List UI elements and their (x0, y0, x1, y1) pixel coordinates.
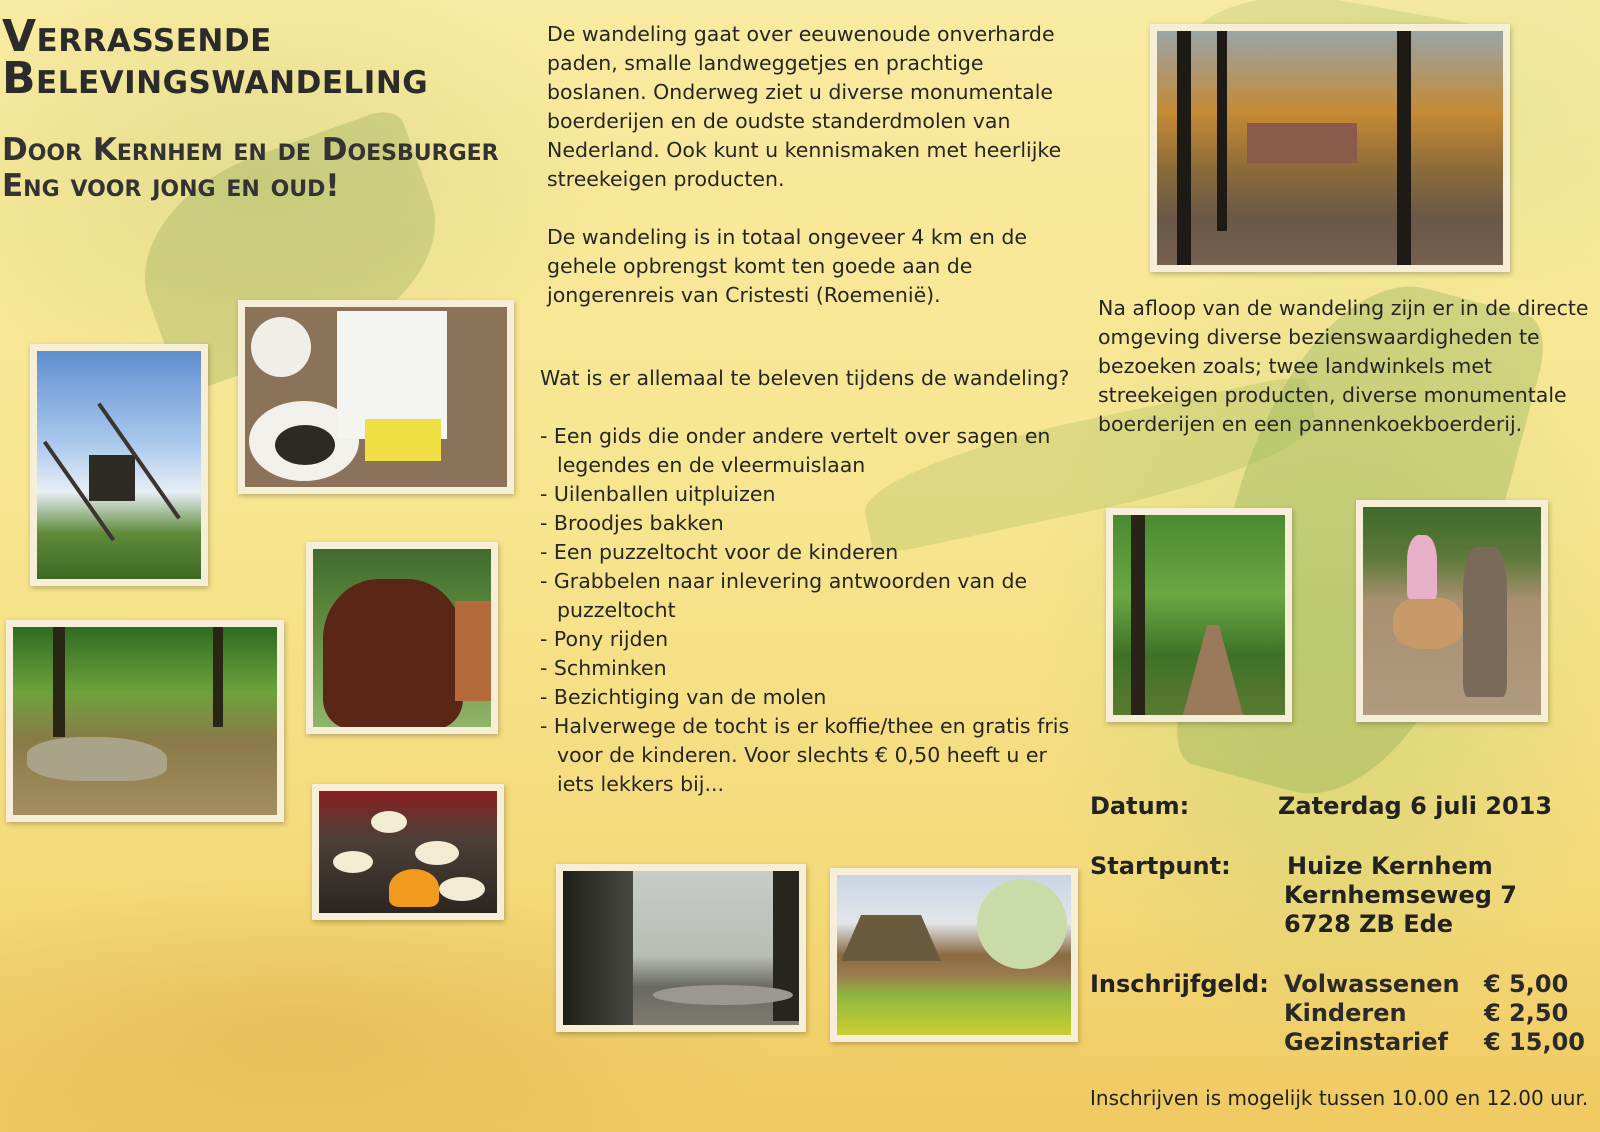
intro-paragraph-1: De wandeling gaat over eeuwenoude onverharde paden, smalle landweggetjes en prachtige boslanen. Onderweg ziet u diverse monumentale boerderijen en de oudste standerdmolen van Nederland. Ook kunt u kennismaken met heerlijke streekeigen producten. (547, 22, 1062, 191)
start-line-3: 6728 ZB Ede (1284, 910, 1454, 938)
date-value: Zaterdag 6 juli 2013 (1278, 792, 1553, 820)
fee-row (1284, 999, 1589, 1028)
start-line-1: Huize Kernhem (1287, 852, 1493, 880)
date-label: Datum: (1090, 792, 1190, 820)
list-item: - Halverwege de tocht is er koffie/thee en gratis fris voor de kinderen. Voor slechts € 0,50 heeft u er iets lekkers bij... (540, 714, 1070, 796)
list-item: - Een puzzeltocht voor de kinderen (540, 540, 899, 564)
fee-name: Gezinstarief (1284, 1028, 1448, 1056)
fee-amount: € 5,00 (1484, 970, 1569, 998)
fee-name: Kinderen (1284, 999, 1407, 1027)
photo-owl-pellets (238, 300, 514, 494)
title-line-1: Verrassende (2, 11, 272, 62)
fee-label: Inschrijfgeld: (1090, 970, 1269, 998)
photo-estate-lane (1150, 24, 1510, 272)
list-item: - Bezichtiging van de molen (540, 685, 827, 709)
start-label: Startpunt: (1090, 852, 1231, 880)
list-item: - Een gids die onder andere vertelt over sagen en legendes en de vleermuislaan (540, 424, 1051, 477)
photo-bread-baking (312, 784, 504, 920)
page-title (2, 11, 429, 104)
fee-amount: € 15,00 (1484, 1028, 1585, 1056)
fee-amount: € 2,50 (1484, 999, 1569, 1027)
photo-forest-stone (6, 620, 284, 822)
fee-row (1284, 1028, 1589, 1057)
list-item: - Uilenballen uitpluizen (540, 482, 776, 506)
fee-row (1284, 970, 1589, 999)
photo-forest-path (1106, 508, 1292, 722)
list-item: - Broodjes bakken (540, 511, 724, 535)
photo-cow (306, 542, 498, 734)
photo-farmhouse (830, 868, 1078, 1042)
start-line-2: Kernhemseweg 7 (1284, 881, 1517, 909)
photo-pony-riding (1356, 500, 1548, 722)
activities-list (540, 422, 1075, 799)
intro-paragraph-2: De wandeling is in totaal ongeveer 4 km en de gehele opbrengst komt ten goede aan de jongerenreis van Cristesti (Roemenië). (547, 225, 1027, 307)
page-subtitle (2, 132, 499, 204)
photo-windmill (30, 344, 208, 586)
activities-section (540, 364, 1075, 799)
registration-note: Inschrijven is mogelijk tussen 10.00 en 12.00 uur. (1090, 1086, 1589, 1110)
subtitle-line-2: Eng voor jong en oud! (2, 168, 340, 204)
activities-question: Wat is er allemaal te beleven tijdens de wandeling? (540, 366, 1070, 390)
title-line-2: Belevingswandeling (2, 53, 429, 104)
after-walk-text (1098, 294, 1593, 439)
after-walk-paragraph: Na afloop van de wandeling zijn er in de directe omgeving diverse bezienswaardigheden te bezoeken zoals; twee landwinkels met streekeigen producten, diverse monumentale boerderijen en een pannenkoekboerderij. (1098, 296, 1589, 436)
list-item: - Grabbelen naar inlevering antwoorden van de puzzeltocht (540, 569, 1028, 622)
photo-foggy-road (556, 864, 806, 1032)
intro-text (547, 20, 1077, 310)
fee-name: Volwassenen (1284, 970, 1460, 998)
list-item: - Schminken (540, 656, 667, 680)
subtitle-line-1: Door Kernhem en de Doesburger (2, 132, 499, 168)
list-item: - Pony rijden (540, 627, 669, 651)
